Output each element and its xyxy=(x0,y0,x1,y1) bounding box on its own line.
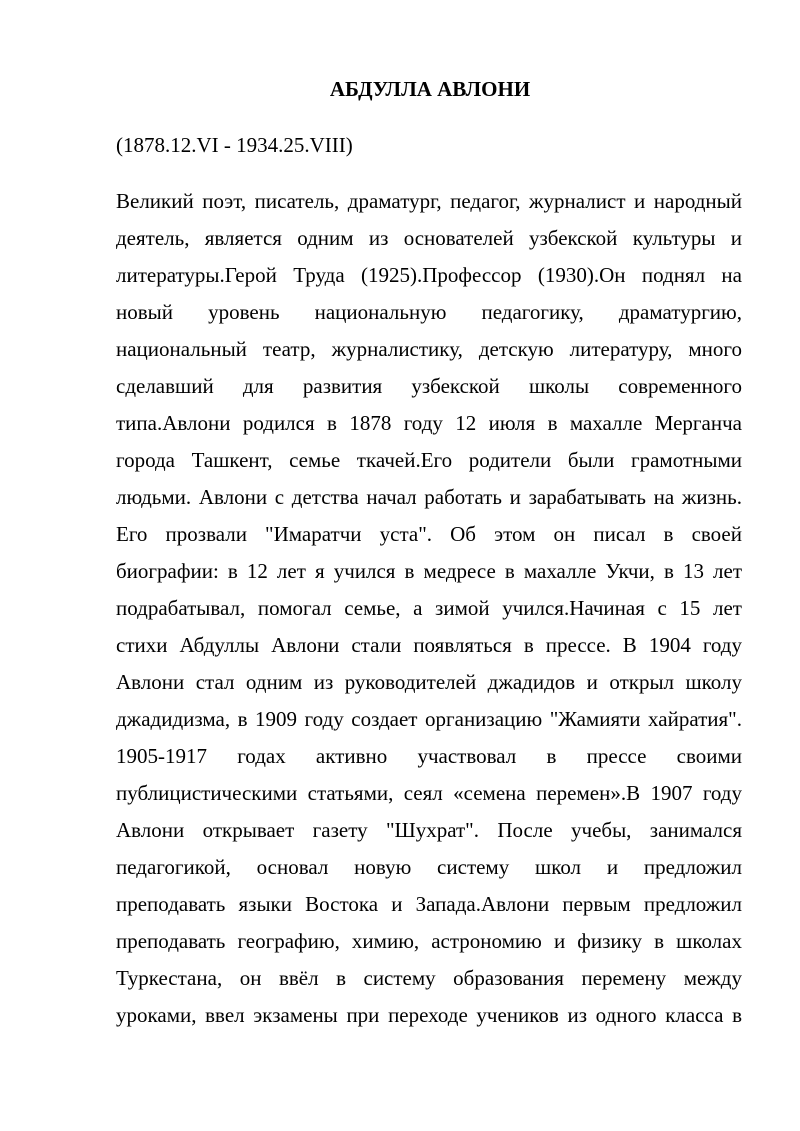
paragraph-line: Авлони открывает газету "Шухрат". После учебы, занимался xyxy=(116,818,742,842)
paragraph-line: литературы.Герой Труда (1925).Профессор (1930).Он поднял на xyxy=(116,263,742,287)
paragraph-line: биографии: в 12 лет я учился в медресе в махалле Укчи, в 13 лет xyxy=(116,559,742,583)
paragraph-line: Великий поэт, писатель, драматург, педагог, журналист и народный xyxy=(116,189,742,213)
paragraph-line: национальный театр, журналистику, детскую литературу, много xyxy=(116,337,742,361)
paragraph-line: педагогикой, основал новую систему школ и предложил xyxy=(116,855,742,879)
document-title: АБДУЛЛА АВЛОНИ xyxy=(329,77,531,101)
paragraph-line: преподавать языки Востока и Запада.Авлони первым предложил xyxy=(116,892,742,916)
body-paragraph xyxy=(116,183,742,1034)
paragraph-line: новый уровень национальную педагогику, драматургию, xyxy=(116,300,742,324)
paragraph-line: подрабатывал, помогал семье, а зимой учился.Начиная с 15 лет xyxy=(116,596,742,620)
paragraph-line: публицистическими статьями, сеял «семена перемен».В 1907 году xyxy=(116,781,742,805)
paragraph-line: деятель, является одним из основателей узбекской культуры и xyxy=(116,226,742,250)
paragraph-line: типа.Авлони родился в 1878 году 12 июля в махалле Мерганча xyxy=(116,411,742,435)
paragraph-line: людьми. Авлони с детства начал работать и зарабатывать на жизнь. xyxy=(116,485,742,509)
paragraph-line: джадидизма, в 1909 году создает организацию "Жамияти хайратия". xyxy=(116,707,742,731)
paragraph-line: стихи Абдуллы Авлони стали появляться в прессе. В 1904 году xyxy=(116,633,742,657)
paragraph-line: уроками, ввел экзамены при переходе учеников из одного класса в xyxy=(116,1003,742,1027)
paragraph-line: Его прозвали "Имаратчи уста". Об этом он писал в своей xyxy=(116,522,742,546)
paragraph-line: города Ташкент, семье ткачей.Его родители были грамотными xyxy=(116,448,742,472)
paragraph-line: Авлони стал одним из руководителей джадидов и открыл школу xyxy=(116,670,742,694)
paragraph-line: 1905-1917 годах активно участвовал в прессе своими xyxy=(116,744,742,768)
paragraph-line: Туркестана, он ввёл в систему образования перемену между xyxy=(116,966,742,990)
paragraph-line: сделавший для развития узбекской школы современного xyxy=(116,374,742,398)
paragraph-line: преподавать географию, химию, астрономию и физику в школах xyxy=(116,929,742,953)
life-dates: (1878.12.VI - 1934.25.VIII) xyxy=(116,133,353,157)
